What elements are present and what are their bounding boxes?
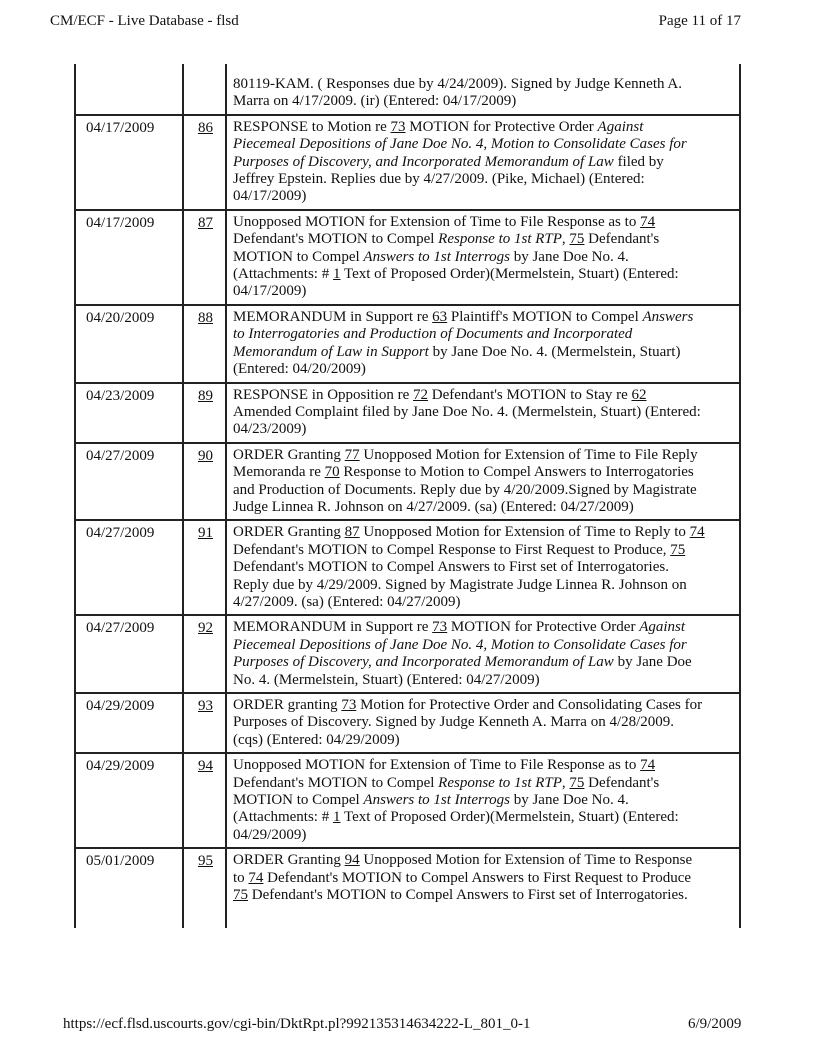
document-title-text: to Interrogatories and Production of Documents and Incorporated (233, 326, 633, 343)
entry-text-segment: Defendant's MOTION to Stay re (428, 386, 632, 403)
entry-text-line (233, 559, 731, 576)
entry-text-line (233, 326, 731, 343)
entry-text-line (233, 732, 731, 749)
document-title-text: Purposes of Discovery, and Incorporated Memorandum of Law (233, 153, 614, 170)
docket-reference-link[interactable]: 74 (248, 869, 264, 886)
entry-text-line (233, 464, 731, 481)
docket-reference-link[interactable]: 73 (432, 619, 448, 636)
entry-number-link[interactable]: 93 (198, 698, 213, 714)
entry-number-cell (183, 615, 226, 693)
entry-text-segment: Unopposed MOTION for Extension of Time to File Response as to (233, 757, 641, 774)
entry-text (226, 693, 740, 753)
entry-text-segment: , (561, 231, 570, 248)
entry-text-segment: Text of Proposed Order)(Mermelstein, Stuart) (Entered: (340, 809, 679, 826)
entry-text-line (233, 231, 731, 248)
entry-text-segment: Unopposed Motion for Extension of Time to File Reply (359, 446, 698, 463)
entry-number-link[interactable]: 88 (198, 309, 213, 326)
entry-text-segment: MOTION for Protective Order (405, 118, 598, 135)
entry-number-link[interactable]: 94 (198, 758, 213, 775)
entry-text-segment: Plaintiff's MOTION to Compel (447, 308, 643, 325)
entry-text-line (233, 136, 731, 153)
entry-text-line (233, 637, 731, 654)
entry-text-segment: Judge Linnea R. Johnson on 4/27/2009. (sa) (Entered: 04/27/2009) (233, 498, 634, 515)
entry-text-line (233, 171, 731, 188)
document-title-text: Response to 1st RTP (438, 231, 562, 248)
entry-number-cell (183, 520, 226, 615)
entry-date: 04/17/2009 (75, 210, 183, 305)
entry-number-cell (183, 115, 226, 210)
docket-reference-link[interactable]: 75 (670, 541, 686, 558)
docket-entry-row (75, 693, 740, 753)
entry-text-line (233, 672, 731, 689)
entry-number-cell (183, 305, 226, 383)
document-title-text: Piecemeal Depositions of Jane Doe No. 4, Motion to Consolidate Cases for (233, 636, 687, 653)
entry-text-line (233, 757, 731, 774)
docket-reference-link[interactable]: 75 (233, 887, 248, 904)
page-header-title: CM/ECF - Live Database - flsd (50, 13, 239, 29)
entry-text-segment: filed by (613, 153, 664, 170)
docket-reference-link[interactable]: 63 (432, 308, 448, 325)
entry-number-cell (183, 383, 226, 443)
docket-entry-row (75, 753, 740, 848)
entry-text-segment: 04/23/2009) (233, 421, 307, 438)
entry-number-cell (183, 210, 226, 305)
entry-text-segment: No. 4. (Mermelstein, Stuart) (Entered: 04/27/2009) (233, 671, 540, 688)
entry-text-segment: Defendant's MOTION to Compel Answers to First set of Interrogatories. (233, 559, 669, 576)
entry-text (226, 753, 740, 848)
docket-reference-link[interactable]: 77 (344, 446, 360, 463)
entry-text-line (233, 119, 731, 136)
docket-entry-row (75, 443, 740, 521)
entry-text (226, 443, 740, 521)
docket-entry-row (75, 615, 740, 693)
entry-number-link[interactable]: 92 (198, 620, 213, 637)
document-title-text: Against (597, 118, 644, 135)
entry-text-line (233, 387, 731, 404)
docket-reference-link[interactable]: 87 (344, 524, 360, 541)
entry-date: 04/27/2009 (75, 615, 183, 693)
entry-text-line (233, 154, 731, 171)
entry-text-segment: MEMORANDUM in Support re (233, 308, 433, 325)
entry-text-segment: Reply due by 4/29/2009. Signed by Magistrate Judge Linnea R. Johnson on (233, 576, 687, 593)
entry-text-line (233, 188, 731, 205)
entry-text-segment: 4/27/2009. (sa) (Entered: 04/27/2009) (233, 593, 461, 610)
entry-text-line (233, 654, 731, 671)
entry-text-segment: RESPONSE to Motion re (233, 118, 391, 135)
entry-text-line (233, 792, 731, 809)
entry-text-line (233, 870, 731, 887)
document-title-text: Purposes of Discovery, and Incorporated Memorandum of Law (233, 654, 614, 671)
entry-text (226, 210, 740, 305)
entry-text-line (233, 594, 731, 611)
entry-text-line (233, 619, 731, 636)
docket-reference-link[interactable]: 74 (640, 757, 656, 774)
entry-text-line (233, 447, 731, 464)
entry-text-line (233, 266, 731, 283)
entry-number-cell (183, 64, 226, 115)
entry-number-link[interactable]: 86 (198, 119, 213, 136)
entry-number-cell (183, 848, 226, 928)
entry-text-segment: (cqs) (Entered: 04/29/2009) (233, 731, 400, 748)
entry-number-cell (183, 753, 226, 848)
entry-text-line (233, 361, 731, 378)
entry-text-segment: (Entered: 04/20/2009) (233, 361, 366, 378)
docket-reference-link[interactable]: 75 (569, 774, 585, 791)
entry-text-segment: MOTION to Compel (233, 792, 364, 809)
entry-text-segment: (Attachments: # (233, 266, 333, 283)
page-number: Page 11 of 17 (658, 13, 741, 29)
entry-text-line (233, 542, 731, 559)
entry-text-line (233, 93, 731, 110)
entry-text-segment: Unopposed Motion for Extension of Time to Response (359, 852, 693, 869)
entry-text-line (233, 577, 731, 594)
docket-reference-link[interactable]: 73 (390, 118, 406, 135)
entry-number-link[interactable]: 90 (198, 447, 213, 464)
entry-text-segment: Defendant's (584, 231, 660, 248)
entry-text-segment: MOTION for Protective Order (447, 619, 640, 636)
document-title-text: Memorandum of Law in Support (233, 343, 429, 360)
docket-reference-link[interactable]: 74 (689, 524, 705, 541)
entry-text-segment: Defendant's (584, 774, 660, 791)
entry-text-segment: 04/17/2009) (233, 188, 307, 205)
entry-text-line (233, 809, 731, 826)
page-url: https://ecf.flsd.uscourts.gov/cgi-bin/DktRpt.pl?992135314634222-L_801_0-1 (63, 1016, 531, 1032)
entry-date: 04/27/2009 (75, 443, 183, 521)
entry-text (226, 520, 740, 615)
docket-entry-row (75, 115, 740, 210)
entry-number-link[interactable]: 91 (198, 525, 213, 542)
entry-number-cell (183, 693, 226, 753)
document-title-text: Piecemeal Depositions of Jane Doe No. 4, Motion to Consolidate Cases for (233, 136, 687, 153)
docket-reference-link[interactable]: 1 (332, 809, 341, 826)
entry-text-line (233, 775, 731, 792)
entry-date: 04/17/2009 (75, 115, 183, 210)
entry-text-segment: by Jane Doe (613, 654, 692, 671)
entry-text (226, 383, 740, 443)
entry-text-line (233, 697, 731, 714)
document-title-text: Answers to 1st Interrogs (363, 792, 510, 809)
entry-text-segment: and Production of Documents. Reply due by 4/20/2009.Signed by Magistrate (233, 481, 697, 498)
entry-date: 04/20/2009 (75, 305, 183, 383)
docket-entry-row (75, 383, 740, 443)
entry-text-segment: Memoranda re (233, 464, 325, 481)
print-date: 6/9/2009 (688, 1016, 742, 1032)
entry-text-line (233, 887, 731, 904)
entry-text-segment: ORDER Granting (233, 524, 345, 541)
docket-entry-row (75, 520, 740, 615)
document-title-text: Response to 1st RTP (438, 774, 562, 791)
entry-text-line (233, 852, 731, 869)
entry-text-segment: Unopposed Motion for Extension of Time to Reply to (359, 524, 690, 541)
entry-text (226, 305, 740, 383)
docket-entry-row (75, 848, 740, 928)
entry-text-segment: Defendant's MOTION to Compel Answers to First Request to Produce (263, 869, 692, 886)
document-title-text: Against (639, 619, 686, 636)
entry-text-segment: 80119-KAM. ( Responses due by 4/24/2009). Signed by Judge Kenneth A. (233, 76, 682, 92)
entry-text-segment: 04/29/2009) (233, 826, 307, 843)
entry-text-segment: Jeffrey Epstein. Replies due by 4/27/2009. (Pike, Michael) (Entered: (233, 171, 645, 188)
entry-text-line (233, 214, 731, 231)
entry-text-segment: MOTION to Compel (233, 248, 364, 265)
entry-text (226, 64, 740, 115)
entry-date: 04/27/2009 (75, 520, 183, 615)
entry-text-line (233, 344, 731, 361)
docket-entry-row (75, 305, 740, 383)
entry-text-segment: Amended Complaint filed by Jane Doe No. 4. (Mermelstein, Stuart) (Entered: (233, 403, 701, 420)
docket-reference-link[interactable]: 72 (413, 386, 429, 403)
entry-text-line (233, 482, 731, 499)
docket-entry-row (75, 64, 740, 115)
entry-text-segment: by Jane Doe No. 4. (509, 792, 629, 809)
entry-text-line (233, 283, 731, 300)
entry-text-segment: Defendant's MOTION to Compel Answers to First set of Interrogatories. (248, 887, 688, 904)
docket-reference-link[interactable]: 70 (324, 464, 340, 481)
entry-date: 04/29/2009 (75, 693, 183, 753)
entry-text-segment: Defendant's MOTION to Compel (233, 231, 439, 248)
entry-text-segment: Defendant's MOTION to Compel Response to First Request to Produce, (233, 541, 671, 558)
entry-text-line (233, 76, 731, 93)
entry-text-segment: ORDER Granting (233, 446, 345, 463)
entry-text-line (233, 249, 731, 266)
entry-text-line (233, 524, 731, 541)
docket-entry-row (75, 210, 740, 305)
entry-number-link[interactable]: 87 (198, 214, 213, 231)
entry-text-line (233, 827, 731, 844)
entry-number-link[interactable]: 95 (198, 853, 213, 870)
entry-text-segment: 04/17/2009) (233, 283, 307, 300)
entry-text-segment: ORDER Granting (233, 852, 345, 869)
docket-reference-link[interactable]: 73 (341, 697, 357, 713)
entry-text-segment: Defendant's MOTION to Compel (233, 774, 439, 791)
entry-text-line (233, 499, 731, 516)
entry-text-segment: RESPONSE in Opposition re (233, 386, 414, 403)
entry-text (226, 615, 740, 693)
docket-reference-link[interactable]: 94 (344, 852, 360, 869)
entry-date (75, 64, 183, 115)
entry-text-segment: Marra on 4/17/2009. (ir) (Entered: 04/17/2009) (233, 93, 517, 110)
entry-text-line (233, 404, 731, 421)
entry-text-segment: (Attachments: # (233, 809, 333, 826)
docket-reference-link[interactable]: 74 (640, 213, 656, 230)
entry-number-link[interactable]: 89 (198, 387, 213, 404)
docket-table (74, 64, 741, 928)
entry-date: 04/23/2009 (75, 383, 183, 443)
docket-reference-link[interactable]: 75 (569, 231, 585, 248)
entry-text (226, 115, 740, 210)
entry-text-segment: Response to Motion to Compel Answers to Interrogatories (339, 464, 694, 481)
docket-reference-link[interactable]: 62 (631, 386, 647, 403)
entry-text-line (233, 714, 731, 731)
document-title-text: Answers to 1st Interrogs (363, 248, 510, 265)
entry-text-segment: Motion for Protective Order and Consolidating Cases for (356, 697, 703, 713)
entry-text-line (233, 421, 731, 438)
entry-text-segment: , (561, 774, 570, 791)
entry-text-segment: to (233, 869, 249, 886)
entry-text-segment: Purposes of Discovery. Signed by Judge Kenneth A. Marra on 4/28/2009. (233, 714, 675, 731)
entry-text-segment: Text of Proposed Order)(Mermelstein, Stuart) (Entered: (340, 266, 679, 283)
entry-text-segment: Unopposed MOTION for Extension of Time to File Response as to (233, 213, 641, 230)
entry-text (226, 848, 740, 928)
document-title-text: Answers (642, 308, 694, 325)
entry-date: 05/01/2009 (75, 848, 183, 928)
entry-date: 04/29/2009 (75, 753, 183, 848)
entry-text-segment: by Jane Doe No. 4. (Mermelstein, Stuart) (428, 343, 681, 360)
entry-number-cell (183, 443, 226, 521)
entry-text-segment: MEMORANDUM in Support re (233, 619, 433, 636)
entry-text-segment: by Jane Doe No. 4. (509, 248, 629, 265)
entry-text-segment: ORDER granting (233, 697, 342, 713)
docket-table-body (75, 64, 740, 928)
entry-text-line (233, 309, 731, 326)
docket-reference-link[interactable]: 1 (332, 266, 341, 283)
